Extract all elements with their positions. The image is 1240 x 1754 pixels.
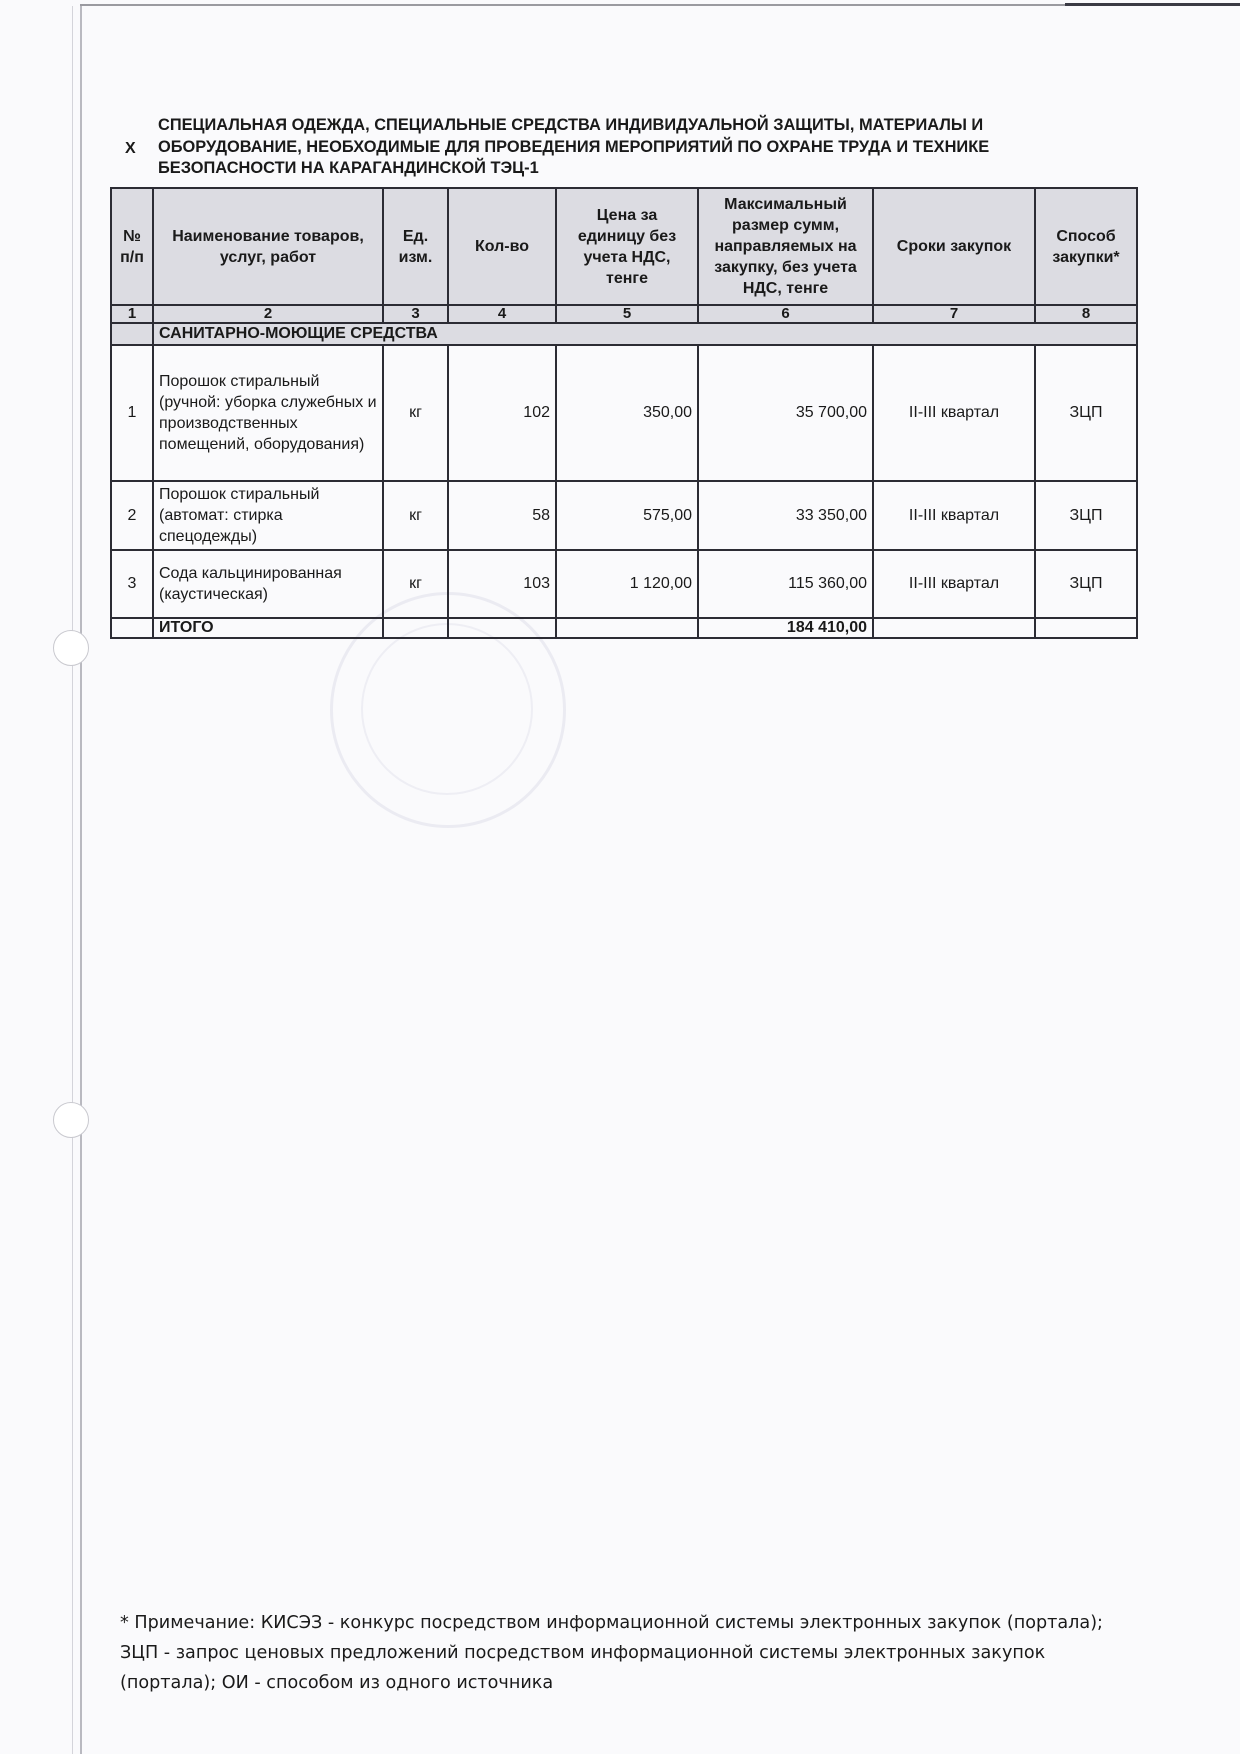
item-name: Порошок стиральный (автомат: стирка спецодежды)	[153, 481, 383, 550]
total-empty-cell	[383, 618, 448, 638]
total-empty-cell	[448, 618, 556, 638]
column-number: 2	[153, 305, 383, 323]
section-number: Х	[125, 140, 136, 157]
header-cell: Сроки закупок	[873, 188, 1035, 305]
procurement-table	[110, 187, 1138, 639]
item-unit: кг	[383, 345, 448, 481]
column-number: 6	[698, 305, 873, 323]
item-period: II-III квартал	[873, 550, 1035, 618]
header-cell: Кол-во	[448, 188, 556, 305]
punch-hole-icon	[53, 1102, 89, 1138]
section-title: СПЕЦИАЛЬНАЯ ОДЕЖДА, СПЕЦИАЛЬНЫЕ СРЕДСТВА ИНДИВИДУАЛЬНОЙ ЗАЩИТЫ, МАТЕРИАЛЫ И ОБОРУДОВАНИЕ, НЕОБХОДИМЫЕ ДЛЯ ПРОВЕДЕНИЯ МЕРОПРИЯТИЙ ПО ОХРАНЕ ТРУДА И ТЕХНИКЕ БЕЗОПАСНОСТИ НА КАРАГАНДИНСКОЙ ТЭЦ-1	[158, 116, 990, 177]
faded-stamp-inner-ring	[361, 623, 533, 795]
item-price: 350,00	[556, 345, 698, 481]
item-period: II-III квартал	[873, 481, 1035, 550]
item-method: ЗЦП	[1035, 481, 1137, 550]
column-number: 4	[448, 305, 556, 323]
item-name: Порошок стиральный (ручной: уборка служебных и производственных помещений, оборудования)	[153, 345, 383, 481]
item-price: 1 120,00	[556, 550, 698, 618]
total-empty-cell	[556, 618, 698, 638]
total-empty-cell	[1035, 618, 1137, 638]
item-unit: кг	[383, 481, 448, 550]
item-total: 115 360,00	[698, 550, 873, 618]
item-method: ЗЦП	[1035, 550, 1137, 618]
item-unit: кг	[383, 550, 448, 618]
page-left-edge	[72, 6, 73, 1754]
item-period: II-III квартал	[873, 345, 1035, 481]
item-name: Сода кальцинированная (каустическая)	[153, 550, 383, 618]
page-margin-line	[80, 6, 82, 1754]
item-total: 35 700,00	[698, 345, 873, 481]
total-empty-cell	[873, 618, 1035, 638]
item-quantity: 102	[448, 345, 556, 481]
column-number-row	[111, 305, 1137, 323]
row-number: 1	[111, 345, 153, 481]
column-number: 8	[1035, 305, 1137, 323]
item-price: 575,00	[556, 481, 698, 550]
header-cell: Максимальный размер сумм, направляемых на закупку, без учета НДС, тенге	[698, 188, 873, 305]
total-empty-cell	[111, 618, 153, 638]
total-row	[111, 618, 1137, 638]
column-number: 5	[556, 305, 698, 323]
table-row	[111, 481, 1137, 550]
item-quantity: 103	[448, 550, 556, 618]
header-cell: Цена за единицу без учета НДС, тенге	[556, 188, 698, 305]
total-value: 184 410,00	[698, 618, 873, 638]
punch-hole-icon	[53, 630, 89, 666]
header-cell: Способ закупки*	[1035, 188, 1137, 305]
category-row	[111, 323, 1137, 345]
total-label: ИТОГО	[153, 618, 383, 638]
column-number: 1	[111, 305, 153, 323]
row-number: 2	[111, 481, 153, 550]
item-method: ЗЦП	[1035, 345, 1137, 481]
table-row	[111, 345, 1137, 481]
item-quantity: 58	[448, 481, 556, 550]
header-cell: № п/п	[111, 188, 153, 305]
header-cell: Наименование товаров, услуг, работ	[153, 188, 383, 305]
column-number: 3	[383, 305, 448, 323]
item-total: 33 350,00	[698, 481, 873, 550]
header-cell: Ед. изм.	[383, 188, 448, 305]
table-row	[111, 550, 1137, 618]
footnote: * Примечание: КИСЭЗ - конкурс посредством информационной системы электронных закупок (портала); ЗЦП - запрос ценовых предложений посредством информационной системы электронных закупок (портала); ОИ - способом из одного источника	[120, 1613, 1103, 1693]
page-top-edge-shadow	[1065, 3, 1240, 6]
column-number: 7	[873, 305, 1035, 323]
category-num-cell	[111, 323, 153, 345]
table-header-row	[111, 188, 1137, 305]
row-number: 3	[111, 550, 153, 618]
category-label: САНИТАРНО-МОЮЩИЕ СРЕДСТВА	[153, 323, 1137, 345]
